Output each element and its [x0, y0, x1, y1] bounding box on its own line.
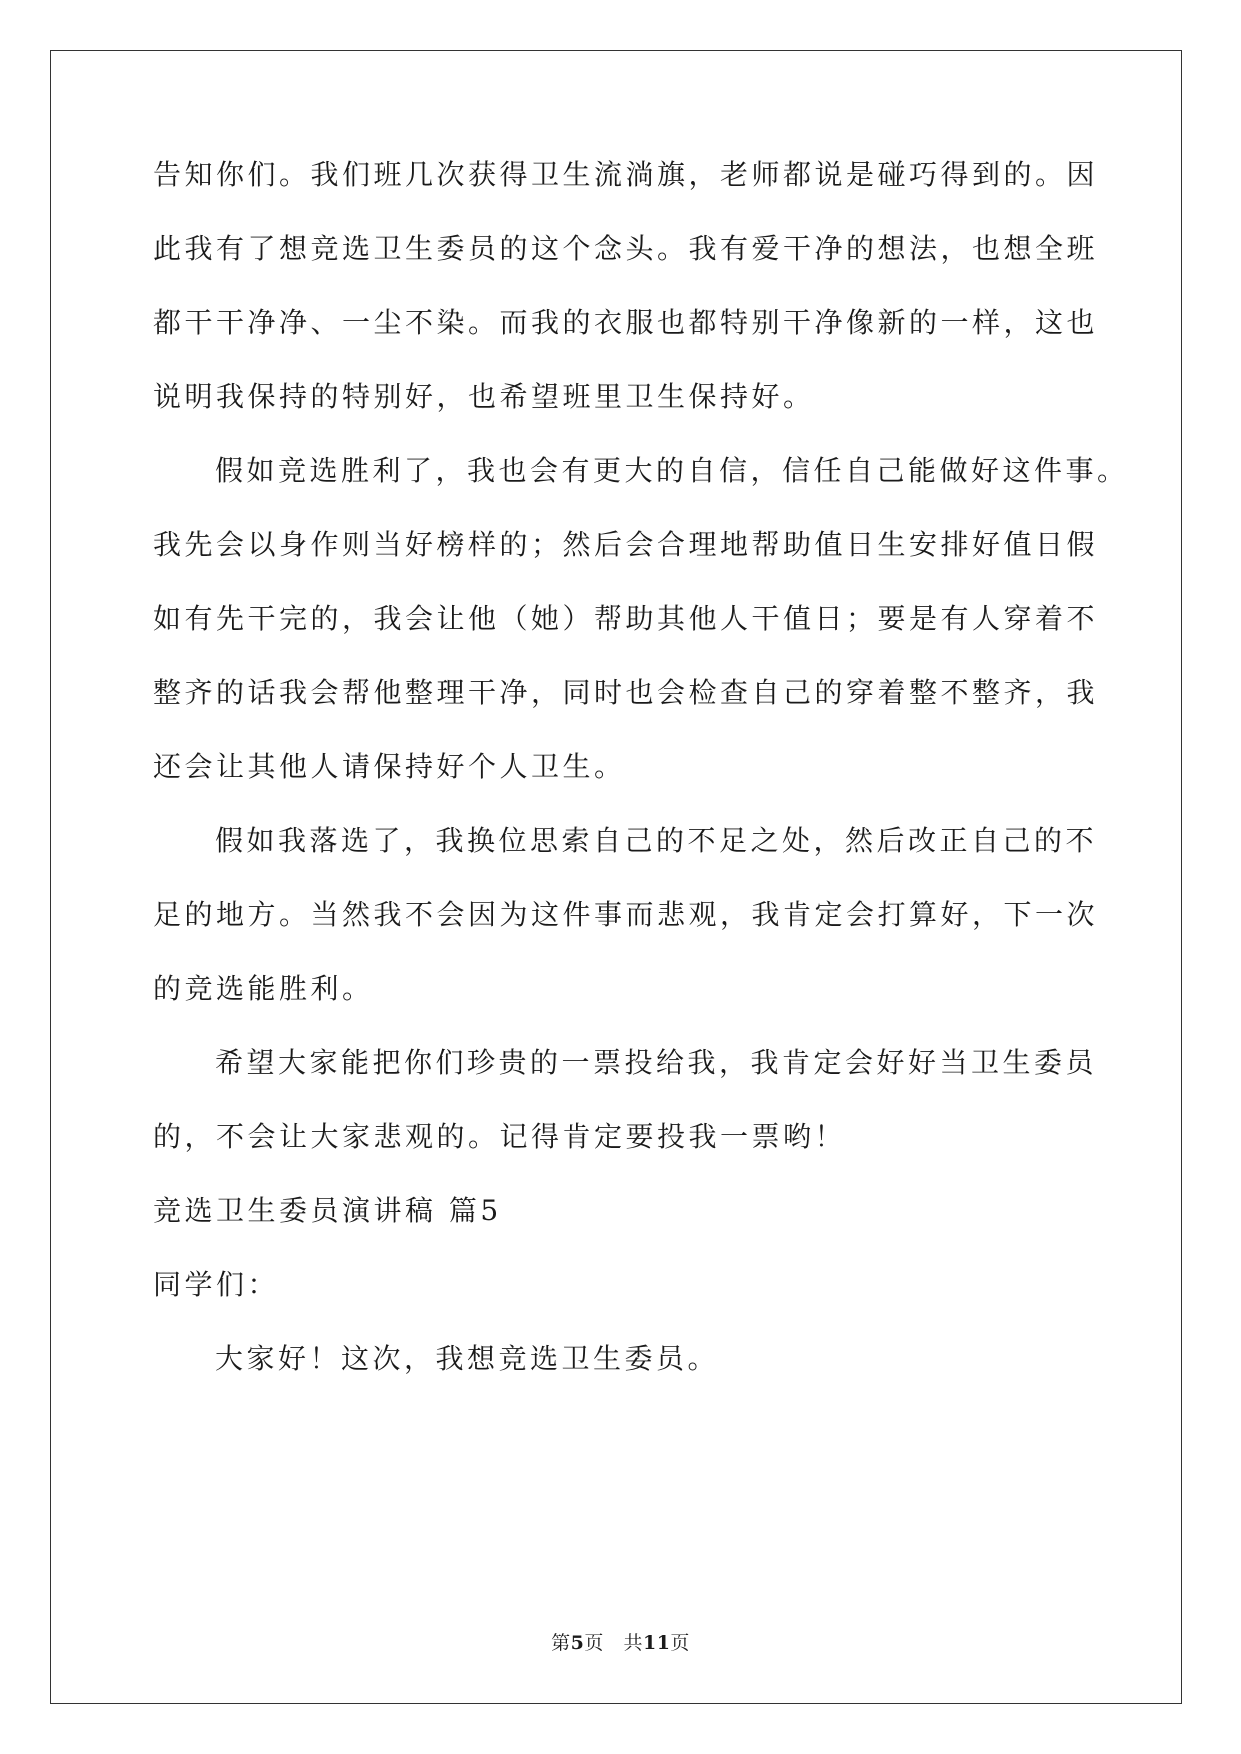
page-current: 5 — [570, 1632, 585, 1654]
paragraph-line: 还会让其他人请保持好个人卫生。 — [153, 750, 626, 783]
paragraph-line: 整齐的话我会帮他整理干净，同时也会检查自己的穿着整不整齐，我 — [153, 676, 1099, 709]
section-heading: 竞选卫生委员演讲稿 篇5 — [153, 1194, 502, 1227]
paragraph-line: 假如竞选胜利了，我也会有更大的自信，信任自己能做好这件事。 — [215, 454, 1129, 487]
paragraph-line: 足的地方。当然我不会因为这件事而悲观，我肯定会打算好，下一次 — [153, 898, 1099, 931]
paragraph-line: 我先会以身作则当好榜样的；然后会合理地帮助值日生安排好值日假 — [153, 528, 1099, 561]
paragraph-line: 都干干净净、一尘不染。而我的衣服也都特别干净像新的一样，这也 — [153, 306, 1099, 339]
paragraph-line: 告知你们。我们班几次获得卫生流淌旗，老师都说是碰巧得到的。因 — [153, 158, 1099, 191]
paragraph-line: 的，不会让大家悲观的。记得肯定要投我一票哟！ — [153, 1120, 847, 1153]
paragraph-line: 大家好！这次，我想竞选卫生委员。 — [215, 1342, 720, 1375]
page-border — [50, 50, 1182, 1704]
page-footer — [0, 1628, 1241, 1655]
paragraph-line: 此我有了想竞选卫生委员的这个念头。我有爱干净的想法，也想全班 — [153, 232, 1099, 265]
page-suffix: 页 — [584, 1632, 604, 1654]
page-prefix: 第 — [551, 1632, 571, 1654]
total-prefix: 共 — [623, 1632, 643, 1654]
salutation: 同学们： — [153, 1268, 280, 1301]
page-total: 11 — [642, 1632, 671, 1654]
paragraph-line: 希望大家能把你们珍贵的一票投给我，我肯定会好好当卫生委员 — [215, 1046, 1098, 1079]
paragraph-line: 的竞选能胜利。 — [153, 972, 374, 1005]
paragraph-line: 说明我保持的特别好，也希望班里卫生保持好。 — [153, 380, 815, 413]
paragraph-line: 假如我落选了，我换位思索自己的不足之处，然后改正自己的不 — [215, 824, 1098, 857]
paragraph-line: 如有先干完的，我会让他（她）帮助其他人干值日；要是有人穿着不 — [153, 602, 1099, 635]
total-suffix: 页 — [670, 1632, 690, 1654]
